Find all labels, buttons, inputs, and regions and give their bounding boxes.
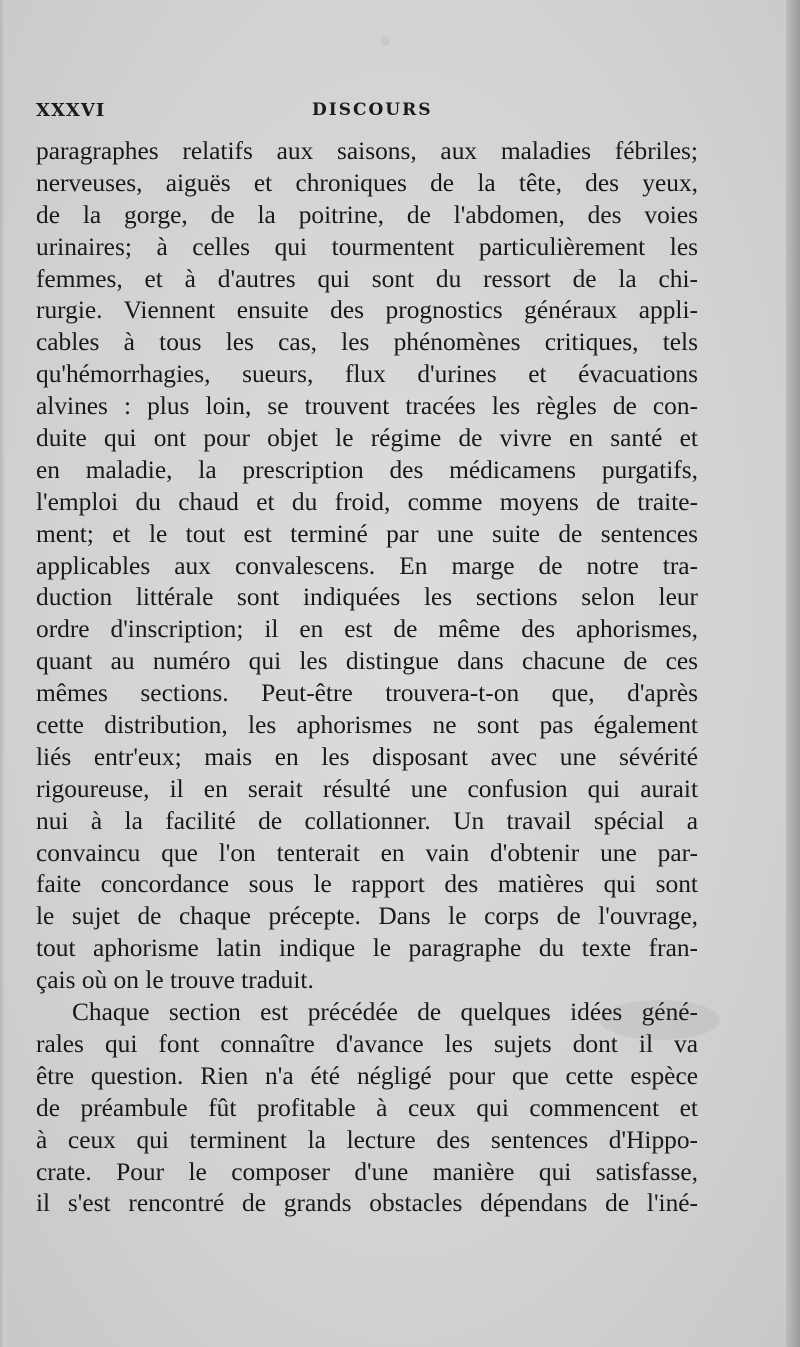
text-line: alvines : plus loin, se trouvent tracées les règles de con- — [36, 392, 698, 421]
text-line: quant au numéro qui les distingue dans chacune de ces — [36, 647, 698, 676]
text-line: rurgie. Viennent ensuite des prognostics généraux appli- — [36, 296, 698, 325]
text-line: faite concordance sous le rapport des matières qui sont — [36, 870, 698, 899]
paragraph-2 — [36, 997, 698, 1220]
page-left-edge — [0, 0, 6, 1347]
text-line: qu'hémorrhagies, sueurs, flux d'urines et évacuations — [36, 360, 698, 389]
text-line: rigoureuse, il en serait résulté une confusion qui aurait — [36, 774, 698, 803]
text-line: de la gorge, de la poitrine, de l'abdomen, des voies — [36, 200, 698, 229]
text-line: être question. Rien n'a été négligé pour que cette espèce — [36, 1061, 698, 1090]
ink-speck — [380, 36, 390, 46]
text-line: l'emploi du chaud et du froid, comme moyens de traite- — [36, 487, 698, 516]
text-line: rales qui font connaître d'avance les sujets dont il va — [36, 1029, 698, 1058]
page-header — [36, 100, 736, 130]
text-line: tout aphorisme latin indique le paragraphe du texte fran- — [36, 934, 698, 963]
page-right-edge — [786, 0, 800, 1347]
text-line: ordre d'inscription; il en est de même des aphorismes, — [36, 615, 698, 644]
text-line: femmes, et à d'autres qui sont du ressort de la chi- — [36, 264, 698, 293]
text-line: duction littérale sont indiquées les sections selon leur — [36, 583, 698, 612]
text-line: ment; et le tout est terminé par une suite de sentences — [36, 519, 698, 548]
text-line: duite qui ont pour objet le régime de vivre en santé et — [36, 424, 698, 453]
text-line: en maladie, la prescription des médicamens purgatifs, — [36, 455, 698, 484]
text-line: liés entr'eux; mais en les disposant avec une sévérité — [36, 742, 698, 771]
text-line: convaincu que l'on tenterait en vain d'obtenir une par- — [36, 838, 698, 867]
paragraph-1 — [36, 136, 698, 997]
text-line: mêmes sections. Peut-être trouvera-t-on que, d'après — [36, 679, 698, 708]
text-line: à ceux qui terminent la lecture des sentences d'Hippo- — [36, 1125, 698, 1154]
text-line: il s'est rencontré de grands obstacles dépendans de l'iné- — [36, 1189, 698, 1218]
text-line: cables à tous les cas, les phénomènes critiques, tels — [36, 328, 698, 357]
text-line: nui à la facilité de collationner. Un travail spécial a — [36, 806, 698, 835]
text-line: paragraphes relatifs aux saisons, aux maladies fébriles; — [36, 137, 698, 165]
text-line: de préambule fût profitable à ceux qui commencent et — [36, 1093, 698, 1122]
body-text — [36, 136, 698, 1220]
text-line: crate. Pour le composer d'une manière qui satisfasse, — [36, 1157, 698, 1186]
text-line: cette distribution, les aphorismes ne sont pas également — [36, 711, 698, 740]
page-number: XXXVI — [36, 100, 106, 121]
text-line: urinaires; à celles qui tourmentent particulièrement les — [36, 232, 698, 261]
text-line: applicables aux convalescens. En marge de notre tra- — [36, 551, 698, 580]
text-line: nerveuses, aiguës et chroniques de la tête, des yeux, — [36, 168, 698, 197]
running-head: DISCOURS — [312, 100, 433, 120]
text-line: çais où on le trouve traduit. — [36, 966, 314, 995]
text-line: le sujet de chaque précepte. Dans le corps de l'ouvrage, — [36, 902, 698, 931]
text-line: Chaque section est précédée de quelques idées géné- — [72, 998, 698, 1027]
